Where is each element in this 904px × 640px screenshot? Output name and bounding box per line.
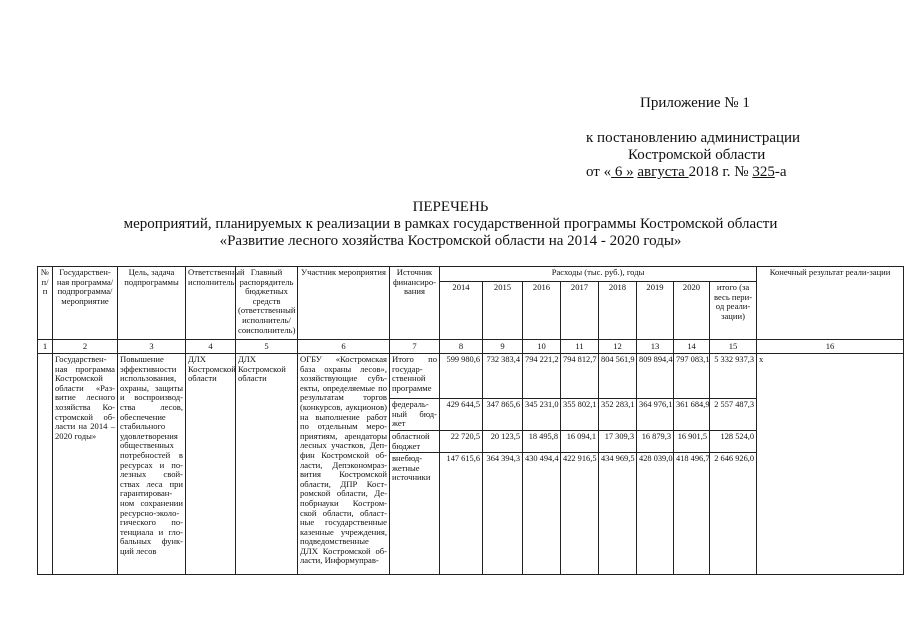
date-month: августа bbox=[637, 164, 689, 180]
header-row-1 bbox=[38, 267, 904, 282]
column-number: 6 bbox=[298, 340, 390, 354]
column-number: 9 bbox=[483, 340, 523, 354]
row-program: Государствен-ная программа Костромской области «Раз-витие лесного хозяйства Ко-стромской об-ласти на 2014 – 2020 годы» bbox=[53, 354, 118, 575]
row-manager: ДЛХ Костромской области bbox=[236, 354, 298, 575]
col-header-year: 2019 bbox=[637, 282, 674, 340]
amount-total-cell: 2 557 487,3 bbox=[710, 399, 757, 431]
source-name: федераль-ный бюд-жет bbox=[390, 399, 440, 431]
table-row bbox=[38, 354, 904, 399]
column-number: 10 bbox=[523, 340, 561, 354]
amount-cell: 428 039,0 bbox=[637, 453, 674, 575]
source-name: Итого по государ-ственной программе bbox=[390, 354, 440, 399]
column-number: 14 bbox=[674, 340, 710, 354]
amount-cell: 364 394,3 bbox=[483, 453, 523, 575]
column-number: 16 bbox=[757, 340, 904, 354]
appendix-region: Костромской области bbox=[628, 147, 766, 163]
column-number: 1 bbox=[38, 340, 53, 354]
amount-cell: 16 094,1 bbox=[561, 431, 599, 453]
amount-cell: 16 879,3 bbox=[637, 431, 674, 453]
amount-cell: 361 684,9 bbox=[674, 399, 710, 431]
column-number: 13 bbox=[637, 340, 674, 354]
amount-total-cell: 5 332 937,3 bbox=[710, 354, 757, 399]
row-participant: ОГБУ «Костромская база охраны лесов», хозяйствующие субъ-екты, определяемые по результатам торгов (конкурсов, аукционов) на выполнение работ по отдельным меро-приятиям, арендаторы лесных участков, Деп-фин Костромской об-ласти, Депэкономраз-вития Костромской области, ДПР Кост-ромской области, Де-побрнауки Костром-ской области, област-ные государственные казенные учреждения, подведомственные ДЛХ Костромской об-ласти, Информуправ- bbox=[298, 354, 390, 575]
col-header-participant: Участник мероприятия bbox=[298, 267, 390, 340]
column-number: 12 bbox=[599, 340, 637, 354]
amount-cell: 22 720,5 bbox=[440, 431, 483, 453]
amount-cell: 345 231,0 bbox=[523, 399, 561, 431]
amount-cell: 429 644,5 bbox=[440, 399, 483, 431]
col-header-year: 2017 bbox=[561, 282, 599, 340]
amount-cell: 599 980,6 bbox=[440, 354, 483, 399]
col-header-source: Источник финансиро-вания bbox=[390, 267, 440, 340]
source-name: внебюд-жетные источники bbox=[390, 453, 440, 575]
date-suffix: 2018 г. № bbox=[688, 164, 753, 180]
measures-table bbox=[37, 266, 904, 575]
amount-cell: 16 901,5 bbox=[674, 431, 710, 453]
date-day: 6 » bbox=[611, 164, 634, 180]
amount-cell: 797 083,1 bbox=[674, 354, 710, 399]
row-result: х bbox=[757, 354, 904, 575]
column-number: 3 bbox=[118, 340, 186, 354]
col-header-result: Конечный результат реали-зации bbox=[757, 267, 904, 340]
column-numbers-row bbox=[38, 340, 904, 354]
col-header-manager: Главный распорядитель бюджетных средств (ответственный исполнитель/ соисполнитель) bbox=[236, 267, 298, 340]
amount-cell: 809 894,4 bbox=[637, 354, 674, 399]
col-header-year: 2014 bbox=[440, 282, 483, 340]
row-goal: Повышение эффективности использования, охраны, защиты и воспроизвод-ства лесов, обеспечение стабильного удовлетворения общественных потребностей в ресурсах и по-лезных свой-ствах леса при гарантирован-ном сохранении ресурсно-эколо-гического по-тенциала и гло-бальных функ-ций лесов bbox=[118, 354, 186, 575]
appendix-label: Приложение № 1 bbox=[640, 95, 750, 111]
document-title: ПЕРЕЧЕНЬ bbox=[412, 199, 489, 215]
amount-cell: 355 802,1 bbox=[561, 399, 599, 431]
column-number: 4 bbox=[186, 340, 236, 354]
col-header-year: 2015 bbox=[483, 282, 523, 340]
column-number: 7 bbox=[390, 340, 440, 354]
appendix-to-decree: к постановлению администрации bbox=[586, 130, 801, 146]
col-header-responsible: Ответственный исполнитель bbox=[186, 267, 236, 340]
amount-cell: 18 495,8 bbox=[523, 431, 561, 453]
document-subtitle-1: мероприятий, планируемых к реализации в рамках государственной программы Костромской области bbox=[123, 216, 778, 232]
amount-cell: 147 615,6 bbox=[440, 453, 483, 575]
amount-cell: 418 496,7 bbox=[674, 453, 710, 575]
column-number: 11 bbox=[561, 340, 599, 354]
amount-cell: 422 916,5 bbox=[561, 453, 599, 575]
amount-cell: 434 969,5 bbox=[599, 453, 637, 575]
col-header-total: итого (за весь пери-од реали-зации) bbox=[710, 282, 757, 340]
document-subtitle-2: «Развитие лесного хозяйства Костромской области на 2014 - 2020 годы» bbox=[219, 233, 682, 249]
decree-number: 325 bbox=[752, 164, 775, 180]
column-number: 15 bbox=[710, 340, 757, 354]
amount-cell: 804 561,9 bbox=[599, 354, 637, 399]
column-number: 5 bbox=[236, 340, 298, 354]
row-no bbox=[38, 354, 53, 575]
source-name: областной бюджет bbox=[390, 431, 440, 453]
amount-total-cell: 2 646 926,0 bbox=[710, 453, 757, 575]
amount-cell: 347 865,6 bbox=[483, 399, 523, 431]
appendix-date-line bbox=[586, 163, 787, 182]
amount-cell: 17 309,3 bbox=[599, 431, 637, 453]
col-header-program: Государствен-ная программа/ подпрограмма/ мероприятие bbox=[53, 267, 118, 340]
amount-cell: 794 221,2 bbox=[523, 354, 561, 399]
amount-cell: 430 494,4 bbox=[523, 453, 561, 575]
col-header-expenses: Расходы (тыс. руб.), годы bbox=[440, 267, 757, 282]
row-responsible: ДЛХ Костромской области bbox=[186, 354, 236, 575]
amount-total-cell: 128 524,0 bbox=[710, 431, 757, 453]
col-header-year: 2020 bbox=[674, 282, 710, 340]
amount-cell: 20 123,5 bbox=[483, 431, 523, 453]
col-header-no: № п/п bbox=[38, 267, 53, 340]
amount-cell: 794 812,7 bbox=[561, 354, 599, 399]
col-header-year: 2016 bbox=[523, 282, 561, 340]
date-prefix: от « bbox=[586, 164, 612, 180]
col-header-goal: Цель, задача подпрограммы bbox=[118, 267, 186, 340]
amount-cell: 352 283,1 bbox=[599, 399, 637, 431]
decree-suffix: -а bbox=[774, 164, 787, 180]
column-number: 2 bbox=[53, 340, 118, 354]
col-header-year: 2018 bbox=[599, 282, 637, 340]
amount-cell: 732 383,4 bbox=[483, 354, 523, 399]
amount-cell: 364 976,1 bbox=[637, 399, 674, 431]
column-number: 8 bbox=[440, 340, 483, 354]
